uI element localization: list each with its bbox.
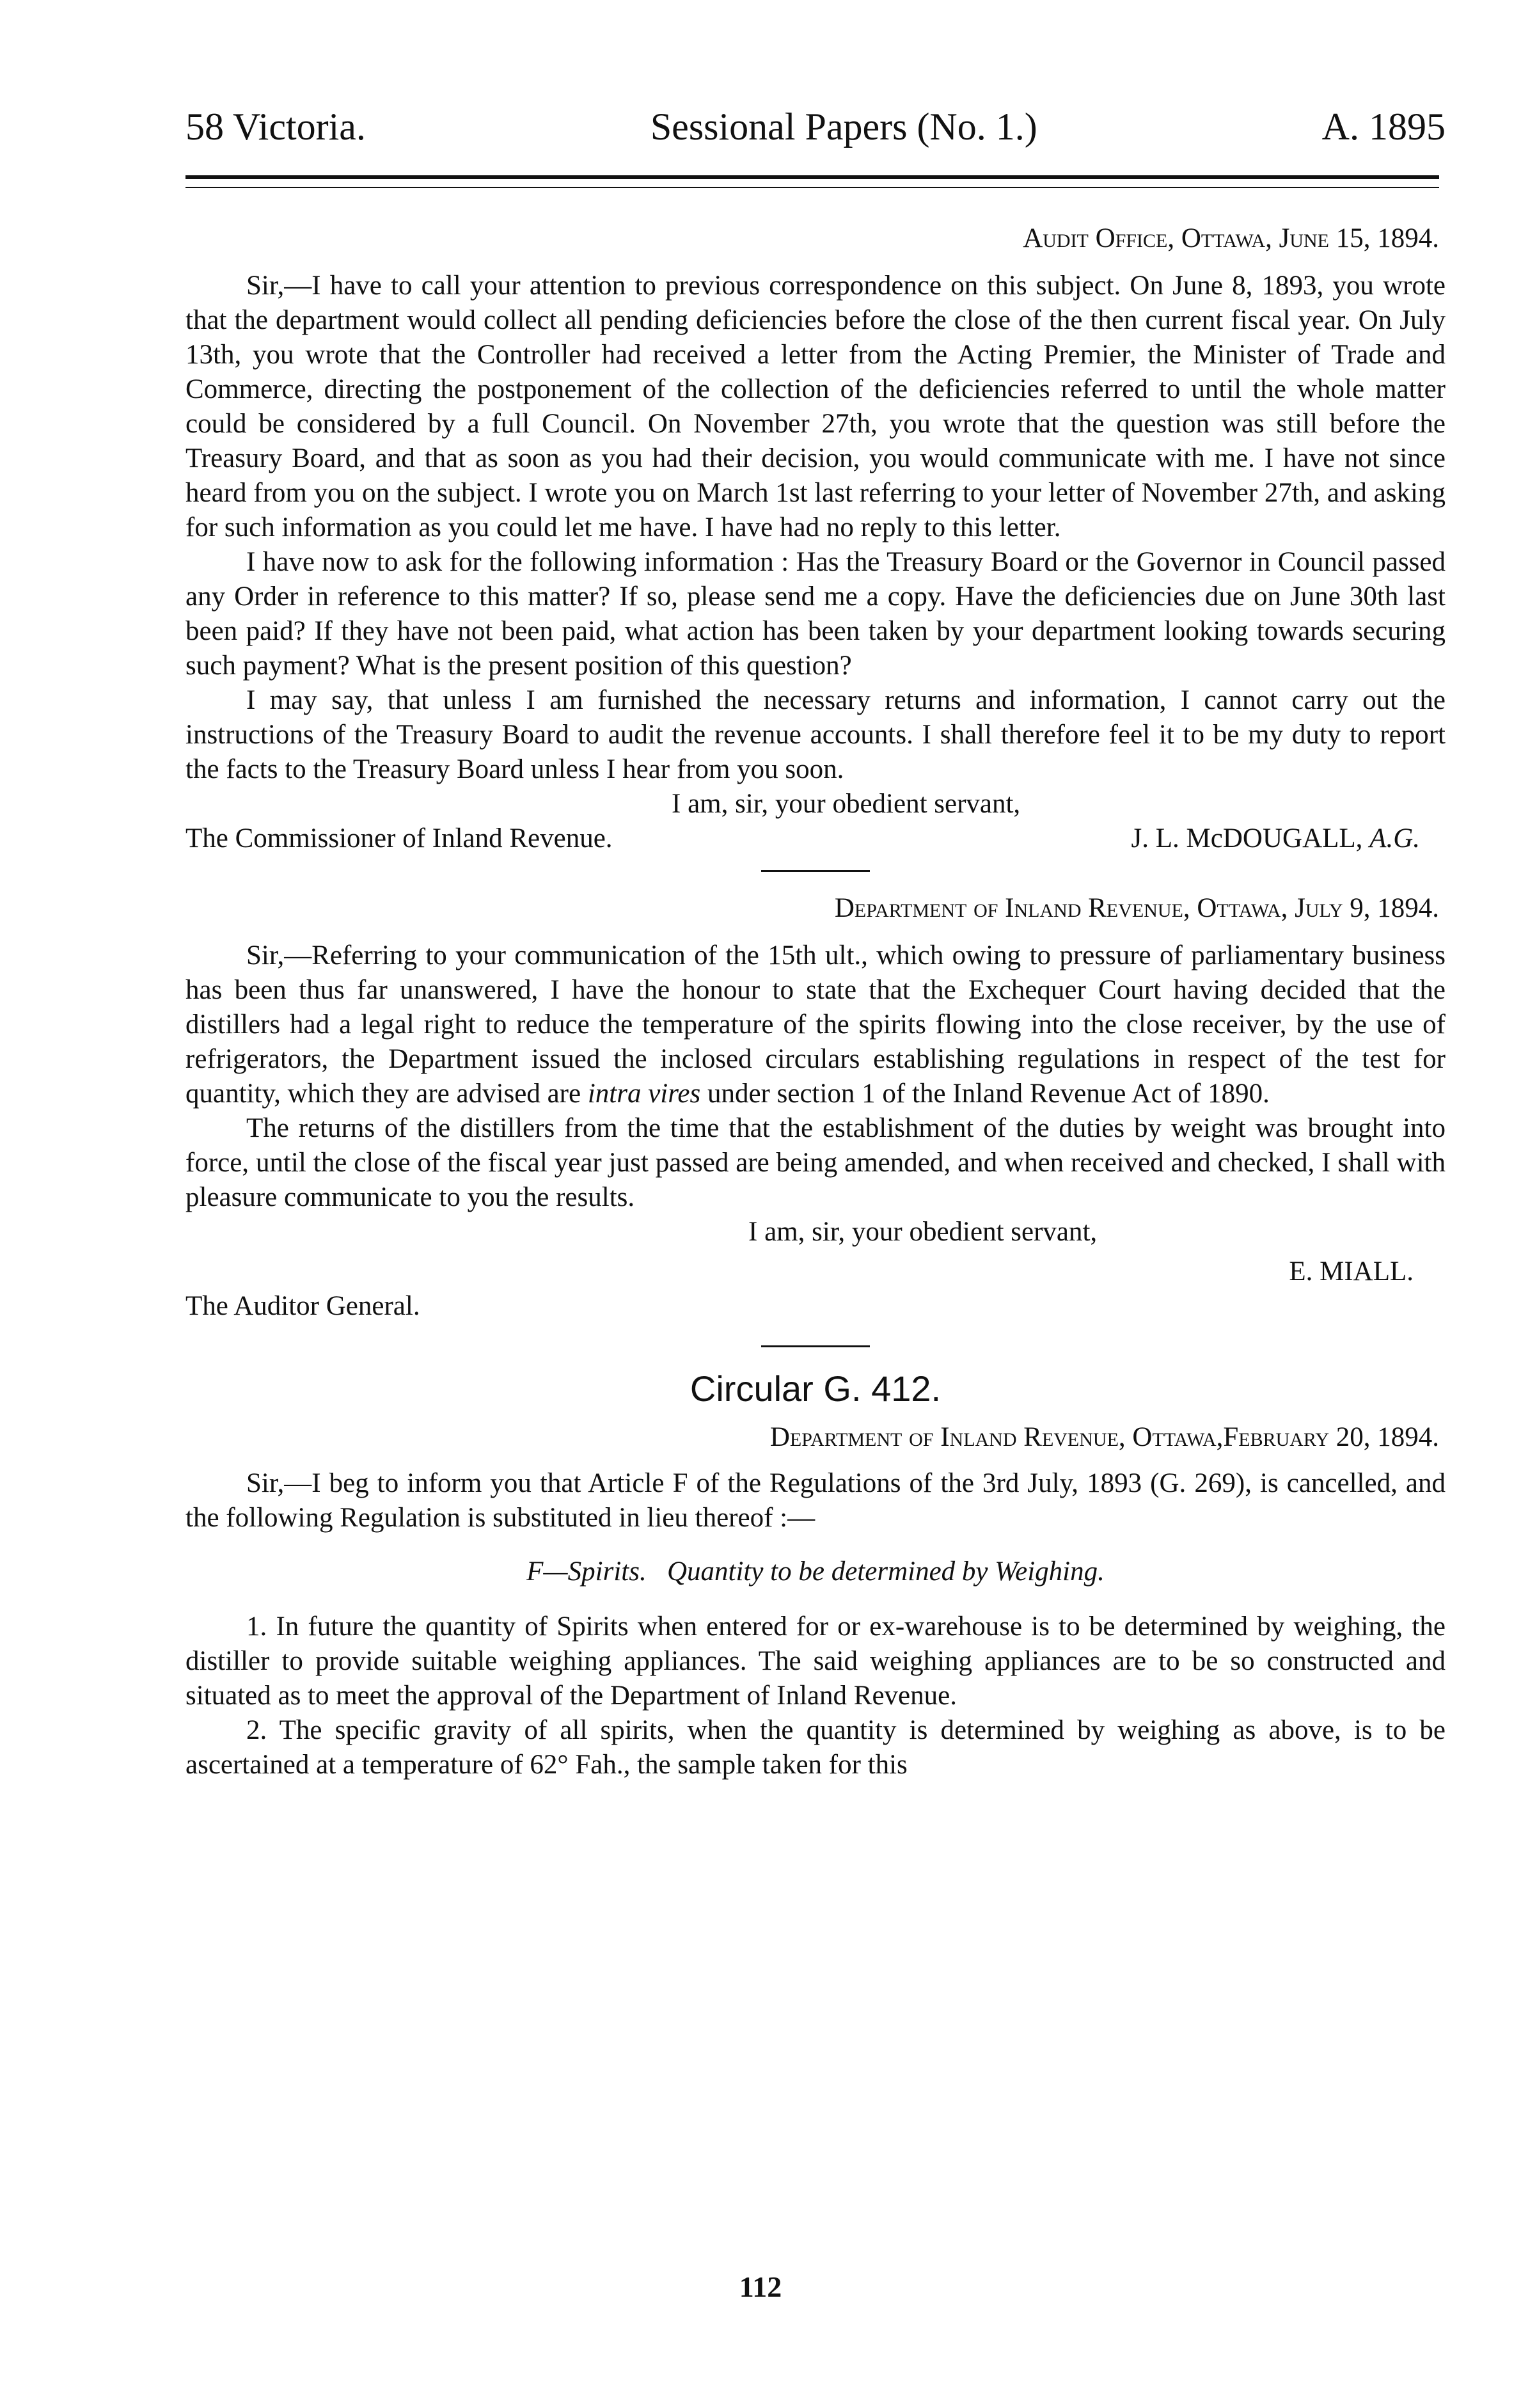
circular-item-1: 1. In future the quantity of Spirits when entered for or ex-warehouse is to be determined by weighing, the distiller to provide suitable weighing appliances. The said weighing appliances are to be so constructed and situated as to meet the approval of the Department of Inland Revenue.	[185, 1612, 1446, 1711]
letter2-signature: E. MIALL.	[1289, 1256, 1414, 1287]
section-divider-1	[761, 870, 870, 872]
circular-paragraph-1: Sir,—I beg to inform you that Article F of the Regulations of the 3rd July, 1893 (G. 269), is cancelled, and the following Regulation is substituted in lieu thereof :—	[185, 1468, 1446, 1533]
circular-subheading-topic: Quantity to be determined by Weighing.	[666, 1556, 1105, 1587]
header-volume: 58 Victoria.	[185, 106, 366, 148]
header-rule-thick	[185, 175, 1439, 179]
letter1-paragraph-2: I have now to ask for the following information : Has the Treasury Board or the Governor in Council passed any Order in reference to this matter? If so, please send me a copy. Have the deficiencies due on June 30th last been paid? If they have not been paid, what action has been taken by your department looking towards securing such payment? What is the present position of this question?	[185, 547, 1446, 681]
letter2-paragraph-1-end: under section 1 of the Inland Revenue Act of 1890.	[700, 1079, 1270, 1109]
letter1-signer-title: A.G.	[1369, 823, 1420, 853]
letter1-signer-name: J. L. McDOUGALL,	[1131, 823, 1363, 853]
circular-subheading-article: F—Spirits.	[526, 1556, 647, 1587]
circular-subheading	[185, 1555, 1446, 1589]
circular-title: Circular G. 412.	[690, 1368, 942, 1409]
letter1-signature	[1131, 821, 1446, 856]
letter1-dateline: Audit Office, Ottawa, June 15, 1894.	[1023, 223, 1439, 253]
letter2-paragraph-1-italic: intra vires	[587, 1079, 701, 1109]
letter1-signature-row	[185, 821, 1446, 856]
letter1-closing: I am, sir, your obedient servant,	[672, 789, 1021, 819]
letter2-dateline: Department of Inland Revenue, Ottawa, July 9, 1894.	[834, 893, 1439, 923]
letter2-addressee: The Auditor General.	[185, 1291, 420, 1321]
header-series: Sessional Papers (No. 1.)	[650, 106, 1037, 148]
letter1-addressee: The Commissioner of Inland Revenue.	[185, 823, 613, 853]
letter2-closing: I am, sir, your obedient servant,	[748, 1217, 1098, 1247]
letter2-paragraph-2: The returns of the distillers from the time that the establishment of the duties by weight was brought into force, until the close of the fiscal year just passed are being amended, and when received and checked, I shall with pleasure communicate to you the results.	[185, 1113, 1446, 1212]
letter1-paragraph-3: I may say, that unless I am furnished the necessary returns and information, I cannot carry out the instructions of the Treasury Board to audit the revenue accounts. I shall therefore feel it to be my duty to report the facts to the Treasury Board unless I hear from you soon.	[185, 685, 1446, 784]
letter2-paragraph-1	[185, 939, 1446, 1111]
letter2-paragraph-1-start: Sir,—Referring to your communication of the 15th ult., which owing to pressure of parliamentary business has been thus far unanswered, I have the honour to state that the Exchequer Court having decided that the distillers had a legal right to reduce the temperature of the spirits flowing into the close receiver, by the use of refrigerators, the Department issued the inclosed circulars establishing regulations in respect of the test for quantity, which they are advised are	[185, 940, 1446, 1109]
circular-dateline: Department of Inland Revenue, Ottawa,February 20, 1894.	[769, 1422, 1439, 1452]
letter1-paragraph-1: Sir,—I have to call your attention to previous correspondence on this subject. On June 8, 1893, you wrote that the department would collect all pending deficiencies before the close of the then current fiscal year. On July 13th, you wrote that the Controller had received a letter from the Acting Premier, the Minister of Trade and Commerce, directing the postponement of the collection of the deficiencies referred to until the whole matter could be considered by a full Council. On November 27th, you wrote that the question was still before the Treasury Board, and that as soon as you had their decision, you would communicate with me. I have not since heard from you on the subject. I wrote you on March 1st last referring to your letter of November 27th, and asking for such information as you could let me have. I have had no reply to this letter.	[185, 271, 1446, 543]
running-header	[185, 102, 1446, 151]
circular-item-2: 2. The specific gravity of all spirits, when the quantity is determined by weighing as above, is to be ascertained at a temperature of 62° Fah., the sample taken for this	[185, 1715, 1446, 1780]
document-page	[185, 102, 1446, 1782]
section-divider-2	[761, 1345, 870, 1347]
header-year: A. 1895	[1321, 106, 1446, 148]
page-number: 112	[739, 2270, 782, 2303]
